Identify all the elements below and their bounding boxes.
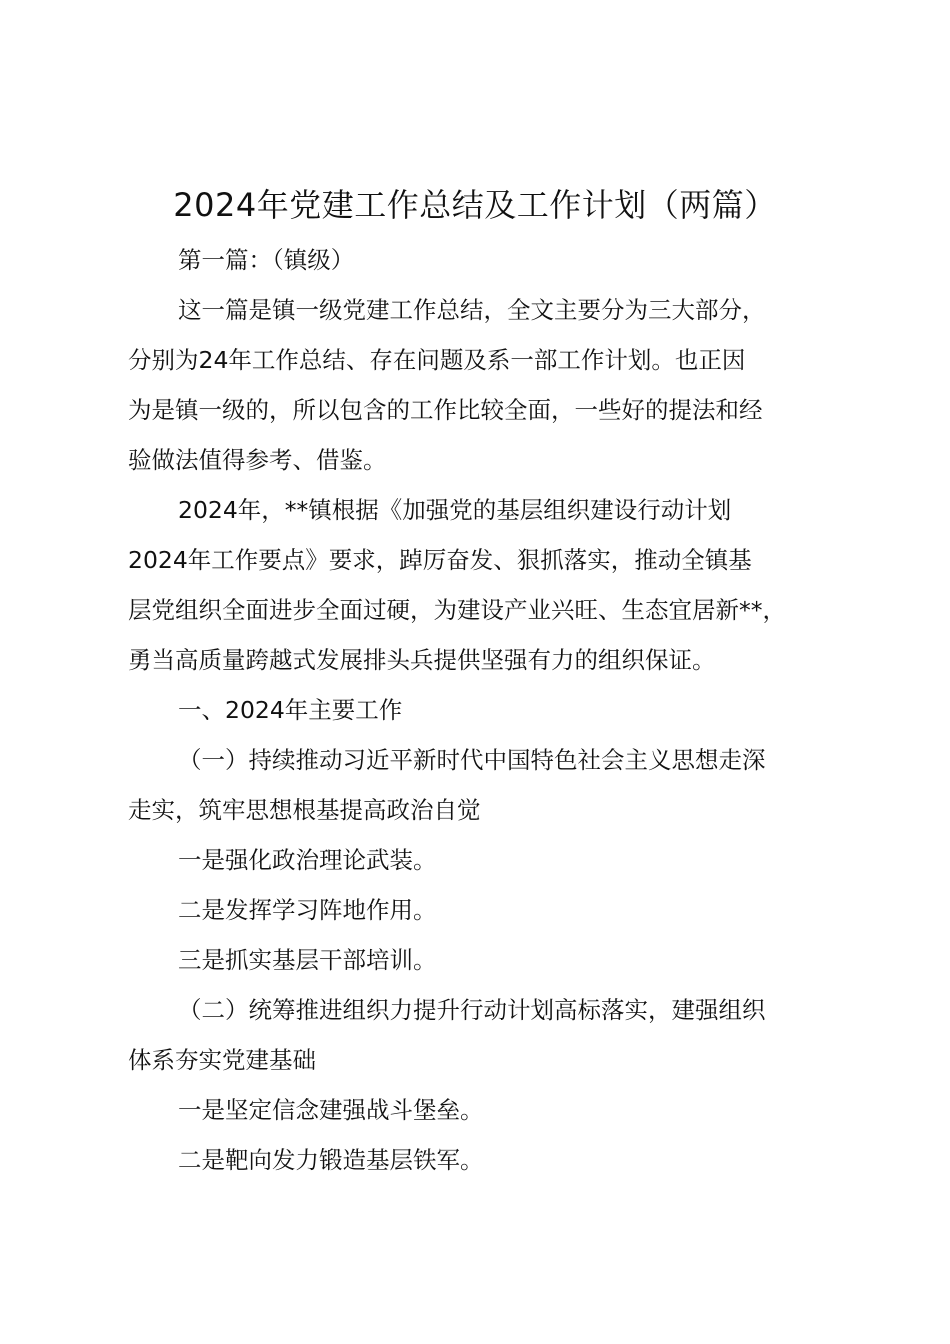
list-item bbox=[128, 1135, 844, 1185]
list-item bbox=[128, 885, 844, 935]
text-line: 一、2024年主要工作 bbox=[178, 696, 403, 724]
subsection-heading bbox=[128, 985, 844, 1085]
paragraph bbox=[128, 485, 844, 685]
text-line: 第一篇：（镇级） bbox=[178, 246, 355, 274]
subsection-heading bbox=[128, 735, 844, 835]
text-line: 分别为24年工作总结、存在问题及系一部工作计划。也正因 bbox=[128, 346, 746, 374]
document-title: 2024年党建工作总结及工作计划（两篇） bbox=[173, 186, 777, 224]
section-heading bbox=[128, 685, 844, 735]
text-line: 二是靶向发力锻造基层铁军。 bbox=[178, 1146, 484, 1174]
text-line: 三是抓实基层干部培训。 bbox=[178, 946, 437, 974]
text-line: 这一篇是镇一级党建工作总结，全文主要分为三大部分， bbox=[178, 296, 766, 324]
list-item bbox=[128, 935, 844, 985]
text-line: 验做法值得参考、借鉴。 bbox=[128, 446, 387, 474]
text-line: 勇当高质量跨越式发展排头兵提供坚强有力的组织保证。 bbox=[128, 646, 716, 674]
text-line: 走实，筑牢思想根基提高政治自觉 bbox=[128, 796, 481, 824]
text-line: 2024年工作要点》要求，踔厉奋发、狠抓落实，推动全镇基 bbox=[128, 546, 752, 574]
text-line: 体系夯实党建基础 bbox=[128, 1046, 316, 1074]
paragraph bbox=[128, 285, 844, 485]
text-line: 为是镇一级的，所以包含的工作比较全面，一些好的提法和经 bbox=[128, 396, 763, 424]
text-line: 一是坚定信念建强战斗堡垒。 bbox=[178, 1096, 484, 1124]
text-line: 层党组织全面进步全面过硬，为建设产业兴旺、生态宜居新**， bbox=[128, 596, 786, 624]
text-line: 一是强化政治理论武装。 bbox=[178, 846, 437, 874]
text-line: 2024年，**镇根据《加强党的基层组织建设行动计划 bbox=[178, 496, 732, 524]
text-line: （二）统筹推进组织力提升行动计划高标落实，建强组织 bbox=[178, 996, 766, 1024]
list-item bbox=[128, 835, 844, 885]
text-line: 二是发挥学习阵地作用。 bbox=[178, 896, 437, 924]
document-body bbox=[128, 235, 844, 1185]
text-line: （一）持续推动习近平新时代中国特色社会主义思想走深 bbox=[178, 746, 766, 774]
list-item bbox=[128, 1085, 844, 1135]
section-heading bbox=[128, 235, 844, 285]
